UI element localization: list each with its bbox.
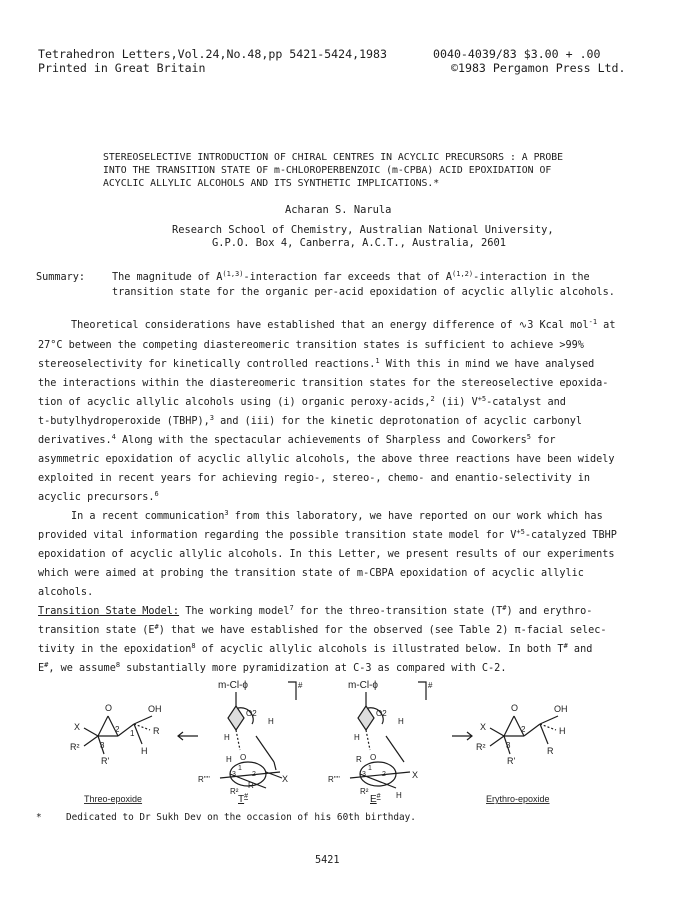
atom-label: R²	[70, 742, 80, 752]
body-line: t-butylhydroperoxide (TBHP),$^3$ and (iii) for the kinetic deprotonation of acyclic carbonyl	[38, 414, 582, 427]
atom-label: R	[356, 755, 362, 764]
atom-label: 3	[362, 771, 366, 778]
atom-label: 3	[506, 741, 511, 750]
price-code: 0040-4039/83 $3.00 + .00	[433, 47, 601, 61]
atom-label: R'	[101, 756, 110, 766]
body-line: derivatives.$^4$ Along with the spectacular achievements of Sharpless and Coworkers$^5$ for	[38, 433, 556, 446]
body-line: Transition State Model: The working model$^7$ for the threo-transition state (T#) and erythro-	[38, 604, 593, 617]
summary-line: transition state for the organic per-acid epoxidation of acyclic allylic alcohols.	[112, 287, 615, 298]
section-heading: Transition State Model:	[38, 606, 180, 617]
atom-label: O2	[376, 709, 387, 718]
atom-label: 2	[382, 771, 386, 778]
ts-label-E: E#	[370, 793, 381, 805]
atom-label: OH	[554, 704, 568, 714]
atom-label: R''''	[328, 775, 340, 784]
atom-label: X	[480, 722, 487, 732]
summary-line: The magnitude of A$^{(1,3)}$-interaction far exceeds that of A$^{(1,2)}$-interaction in the	[112, 270, 590, 283]
atom-label: O	[370, 753, 377, 762]
footnote-text: Dedicated to Dr Sukh Dev on the occasion of his 60th birthday.	[66, 812, 416, 823]
ts-label-T: T#	[238, 793, 249, 805]
atom-label: H	[354, 733, 360, 742]
body-line: Theoretical considerations have established that an energy difference of ∿3 Kcal mol$^{-1}$ at	[71, 318, 616, 331]
printed-in: Printed in Great Britain	[38, 61, 206, 75]
title-line: INTO THE TRANSITION STATE OF m-CHLOROPERBENZOIC (m-CPBA) ACID EPOXIDATION OF	[103, 165, 552, 176]
dagger-mark: #	[428, 681, 433, 690]
body-line: 27°C between the competing diastereomeric transition states is sufficient to achieve >99%	[38, 340, 584, 351]
mclphi-label: m-Cl-ϕ	[348, 680, 379, 691]
body-line: In a recent communication$^3$ from this laboratory, we have reported on our work which has	[71, 509, 603, 522]
atom-label: O	[511, 703, 519, 713]
atom-label: 2	[521, 725, 526, 734]
copyright: ©1983 Pergamon Press Ltd.	[451, 61, 626, 75]
body-line: the interactions within the diastereomeric transition states for the stereoselective epoxida-	[38, 378, 609, 389]
body-line: asymmetric epoxidation of acyclic allylic alcohols, the above three reactions have been widely	[38, 454, 615, 465]
atom-label: 1	[368, 765, 372, 772]
atom-label: R	[547, 746, 554, 756]
atom-label: 2	[252, 771, 256, 778]
atom-label: R²	[476, 742, 486, 752]
footnote-star: *	[36, 812, 42, 823]
atom-label: R	[153, 726, 160, 736]
atom-label: 1	[238, 765, 242, 772]
atom-label: 3	[100, 741, 105, 750]
atom-label: R''''	[198, 775, 210, 784]
atom-label: H	[226, 755, 232, 764]
body-line: which were aimed at probing the transition state of m-CBPA epoxidation of acyclic allylic	[38, 568, 584, 579]
affiliation-line: Research School of Chemistry, Australian National University,	[172, 224, 554, 236]
atom-label: H	[141, 746, 148, 756]
atom-label: 3	[232, 771, 236, 778]
atom-label: H	[396, 791, 402, 800]
body-line: transition state (E#) that we have established for the observed (see Table 2) π-facial selec-	[38, 623, 607, 636]
atom-label: H	[559, 726, 566, 736]
transition-state-scheme	[70, 678, 590, 808]
body-line: provided vital information regarding the possible transition state model for $V^{+5}$-catalyzed TBHP	[38, 528, 617, 541]
atom-label: R²	[230, 787, 239, 796]
atom-label: X	[412, 770, 419, 780]
threo-caption: Threo-epoxide	[84, 794, 143, 804]
body-line: acyclic precursors.$^6$	[38, 490, 159, 503]
journal-citation: Tetrahedron Letters,Vol.24,No.48,pp 5421-5424,1983	[38, 47, 388, 61]
body-line: tion of acyclic allylic alcohols using (i) organic peroxy-acids,$^2$ (ii) $V^{+5}$-catalyst and	[38, 395, 566, 408]
body-line: exploited in recent years for achieving regio-, stereo-, chemo- and enantio-selectivity in	[38, 473, 591, 484]
atom-label: H	[268, 717, 274, 726]
atom-label: O2	[246, 709, 257, 718]
summary-label: Summary:	[36, 272, 86, 283]
author: Acharan S. Narula	[285, 204, 392, 216]
mclphi-label: m-Cl-ϕ	[218, 680, 249, 691]
atom-label: O	[240, 753, 247, 762]
threo-transition-state	[198, 680, 303, 796]
title-line: ACYCLIC ALLYLIC ALCOHOLS AND ITS SYNTHETIC IMPLICATIONS.*	[103, 178, 440, 189]
atom-label: H	[224, 733, 230, 742]
affiliation-line: G.P.O. Box 4, Canberra, A.C.T., Australia, 2601	[212, 237, 507, 249]
body-line: stereoselectivity for kinetically controlled reactions.$^1$ With this in mind we have analysed	[38, 357, 595, 370]
atom-label: H	[398, 717, 404, 726]
erythro-epoxide-structure	[476, 703, 568, 766]
erythro-caption: Erythro-epoxide	[486, 794, 550, 804]
body-line: epoxidation of acyclic allylic alcohols. In this Letter, we present results of our experiments	[38, 549, 615, 560]
body-line: tivity in the epoxidation$^8$ of acyclic allylic alcohols is illustrated below. In both T# and	[38, 642, 593, 655]
atom-label: 2	[115, 725, 120, 734]
atom-label: OH	[148, 704, 162, 714]
title-line: STEREOSELECTIVE INTRODUCTION OF CHIRAL CENTRES IN ACYCLIC PRECURSORS : A PROBE	[103, 152, 564, 163]
atom-label: X	[282, 774, 289, 784]
atom-label: R'	[507, 756, 516, 766]
body-line: E#, we assume$^8$ substantially more pyramidization at C-3 as compared with C-2.	[38, 661, 507, 674]
page-number: 5421	[315, 855, 340, 866]
atom-label: O	[105, 703, 113, 713]
body-line: alcohols.	[38, 587, 94, 598]
atom-label: X	[74, 722, 81, 732]
dagger-mark: #	[298, 681, 303, 690]
atom-label: R	[248, 781, 254, 790]
atom-label: 1	[130, 729, 135, 738]
atom-label: R²	[360, 787, 369, 796]
erythro-transition-state	[328, 680, 433, 800]
threo-epoxide-structure	[70, 703, 162, 766]
